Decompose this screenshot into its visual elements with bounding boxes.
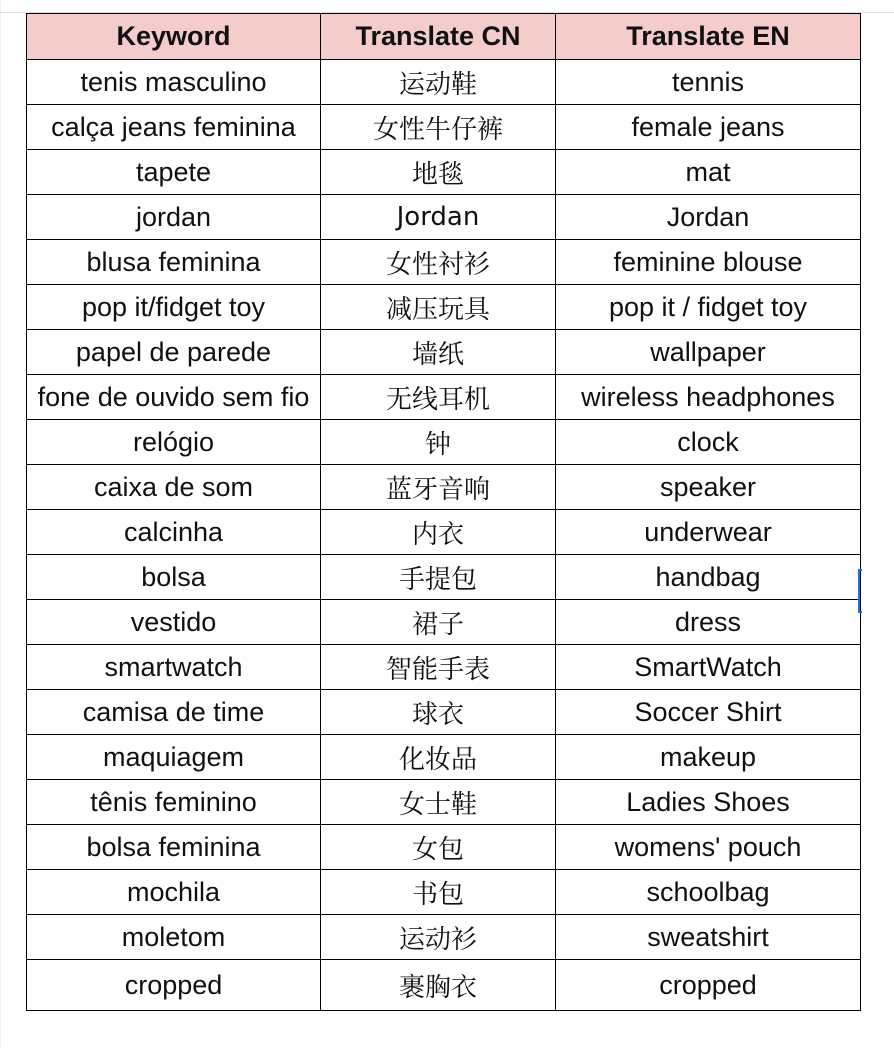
keyword-cell[interactable]: tapete [27, 150, 321, 195]
keyword-cell[interactable]: caixa de som [27, 465, 321, 510]
table-row [27, 285, 861, 330]
table-row [27, 915, 861, 960]
keyword-cell[interactable]: camisa de time [27, 690, 321, 735]
header-translate-en[interactable]: Translate EN [556, 14, 861, 60]
table-row [27, 60, 861, 105]
translate-en-cell[interactable]: schoolbag [556, 870, 861, 915]
translate-cn-cell[interactable]: 地毯 [321, 150, 556, 195]
keyword-cell[interactable]: fone de ouvido sem fio [27, 375, 321, 420]
selected-cell-indicator [858, 569, 862, 613]
translate-cn-cell[interactable]: 女包 [321, 825, 556, 870]
table-row [27, 645, 861, 690]
keyword-cell[interactable]: bolsa feminina [27, 825, 321, 870]
keyword-cell[interactable]: tenis masculino [27, 60, 321, 105]
translate-cn-cell[interactable]: 化妆品 [321, 735, 556, 780]
translate-cn-cell[interactable]: 裙子 [321, 600, 556, 645]
table-row [27, 375, 861, 420]
translate-en-cell[interactable]: feminine blouse [556, 240, 861, 285]
table-row [27, 690, 861, 735]
table-row [27, 735, 861, 780]
translate-en-cell[interactable]: female jeans [556, 105, 861, 150]
translate-en-cell[interactable]: womens' pouch [556, 825, 861, 870]
translate-cn-cell[interactable]: 墙纸 [321, 330, 556, 375]
translate-en-cell[interactable]: dress [556, 600, 861, 645]
translate-cn-cell[interactable]: 智能手表 [321, 645, 556, 690]
translate-cn-cell[interactable]: 手提包 [321, 555, 556, 600]
keyword-cell[interactable]: mochila [27, 870, 321, 915]
table-row [27, 555, 861, 600]
translate-en-cell[interactable]: makeup [556, 735, 861, 780]
header-translate-cn[interactable]: Translate CN [321, 14, 556, 60]
translate-cn-cell[interactable]: 裹胸衣 [321, 960, 556, 1011]
keyword-cell[interactable]: jordan [27, 195, 321, 240]
table-row [27, 195, 861, 240]
table-row [27, 960, 861, 1011]
translate-en-cell[interactable]: underwear [556, 510, 861, 555]
table-row [27, 240, 861, 285]
table-row [27, 825, 861, 870]
keyword-cell[interactable]: tênis feminino [27, 780, 321, 825]
keyword-cell[interactable]: papel de parede [27, 330, 321, 375]
translate-en-cell[interactable]: mat [556, 150, 861, 195]
table-row [27, 420, 861, 465]
keyword-cell[interactable]: moletom [27, 915, 321, 960]
table-row [27, 510, 861, 555]
header-row [27, 14, 861, 60]
translate-en-cell[interactable]: clock [556, 420, 861, 465]
translate-en-cell[interactable]: sweatshirt [556, 915, 861, 960]
translate-cn-cell[interactable]: 无线耳机 [321, 375, 556, 420]
keyword-cell[interactable]: relógio [27, 420, 321, 465]
translate-en-cell[interactable]: SmartWatch [556, 645, 861, 690]
translate-en-cell[interactable]: wallpaper [556, 330, 861, 375]
keyword-translation-table [26, 13, 861, 1011]
translate-en-cell[interactable]: speaker [556, 465, 861, 510]
translate-en-cell[interactable]: wireless headphones [556, 375, 861, 420]
translate-cn-cell[interactable]: 女士鞋 [321, 780, 556, 825]
keyword-cell[interactable]: maquiagem [27, 735, 321, 780]
table-row [27, 600, 861, 645]
translate-cn-cell[interactable]: 内衣 [321, 510, 556, 555]
table-row [27, 780, 861, 825]
keyword-cell[interactable]: vestido [27, 600, 321, 645]
keyword-cell[interactable]: blusa feminina [27, 240, 321, 285]
translate-cn-cell[interactable]: Jordan [321, 195, 556, 240]
translate-en-cell[interactable]: Soccer Shirt [556, 690, 861, 735]
translate-cn-cell[interactable]: 女性衬衫 [321, 240, 556, 285]
translate-en-cell[interactable]: pop it / fidget toy [556, 285, 861, 330]
translate-en-cell[interactable]: cropped [556, 960, 861, 1011]
translate-cn-cell[interactable]: 书包 [321, 870, 556, 915]
table-row [27, 870, 861, 915]
translate-cn-cell[interactable]: 钟 [321, 420, 556, 465]
translate-cn-cell[interactable]: 运动鞋 [321, 60, 556, 105]
translate-en-cell[interactable]: handbag [556, 555, 861, 600]
translate-cn-cell[interactable]: 女性牛仔裤 [321, 105, 556, 150]
keyword-cell[interactable]: calcinha [27, 510, 321, 555]
translate-en-cell[interactable]: tennis [556, 60, 861, 105]
keyword-cell[interactable]: pop it/fidget toy [27, 285, 321, 330]
header-keyword[interactable]: Keyword [27, 14, 321, 60]
translate-cn-cell[interactable]: 减压玩具 [321, 285, 556, 330]
translate-en-cell[interactable]: Ladies Shoes [556, 780, 861, 825]
table-row [27, 150, 861, 195]
table-row [27, 105, 861, 150]
keyword-cell[interactable]: bolsa [27, 555, 321, 600]
translate-cn-cell[interactable]: 运动衫 [321, 915, 556, 960]
keyword-cell[interactable]: smartwatch [27, 645, 321, 690]
translate-en-cell[interactable]: Jordan [556, 195, 861, 240]
keyword-cell[interactable]: cropped [27, 960, 321, 1011]
table-row [27, 330, 861, 375]
translate-cn-cell[interactable]: 球衣 [321, 690, 556, 735]
keyword-cell[interactable]: calça jeans feminina [27, 105, 321, 150]
translate-cn-cell[interactable]: 蓝牙音响 [321, 465, 556, 510]
table-row [27, 465, 861, 510]
